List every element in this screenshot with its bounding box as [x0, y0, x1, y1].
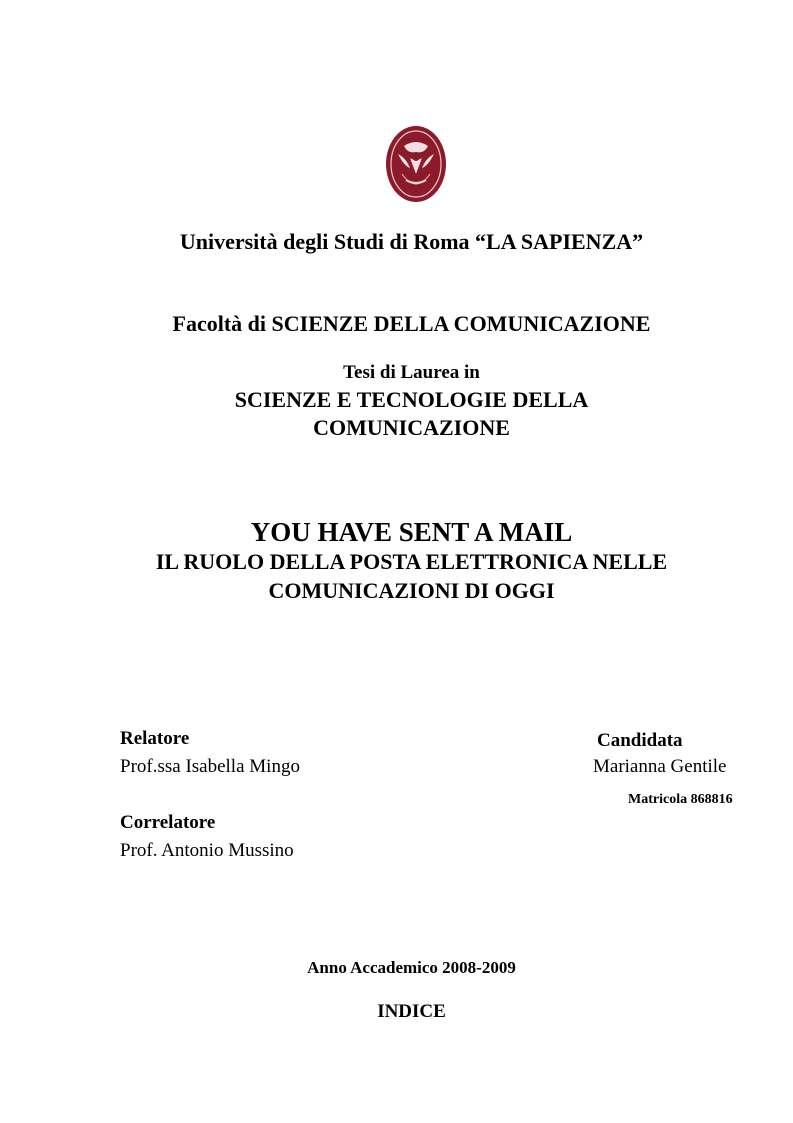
course-name-line-1: SCIENZE E TECNOLOGIE DELLA	[234, 387, 589, 412]
degree-intro: Tesi di Laurea in	[343, 362, 480, 383]
index-heading: INDICE	[377, 1001, 446, 1022]
candidata-name: Marianna Gentile	[593, 756, 727, 777]
university-seal-icon	[384, 124, 448, 204]
academic-year: Anno Accademico 2008-2009	[307, 958, 516, 977]
course-name-line-2: COMUNICAZIONE	[313, 415, 510, 440]
thesis-title: YOU HAVE SENT A MAIL	[250, 517, 573, 547]
relatore-name: Prof.ssa Isabella Mingo	[120, 756, 300, 777]
candidata-label: Candidata	[597, 730, 683, 751]
thesis-subtitle-line-2: COMUNICAZIONI DI OGGI	[268, 578, 555, 603]
thesis-subtitle-line-1: IL RUOLO DELLA POSTA ELETTRONICA NELLE	[155, 549, 668, 574]
correlatore-label: Correlatore	[120, 812, 216, 833]
relatore-label: Relatore	[120, 728, 190, 749]
faculty-name: Facoltà di SCIENZE DELLA COMUNICAZIONE	[172, 311, 651, 336]
correlatore-name: Prof. Antonio Mussino	[120, 840, 294, 861]
university-name: Università degli Studi di Roma “LA SAPIENZA”	[179, 229, 644, 254]
matricola-number: Matricola 868816	[628, 792, 733, 807]
